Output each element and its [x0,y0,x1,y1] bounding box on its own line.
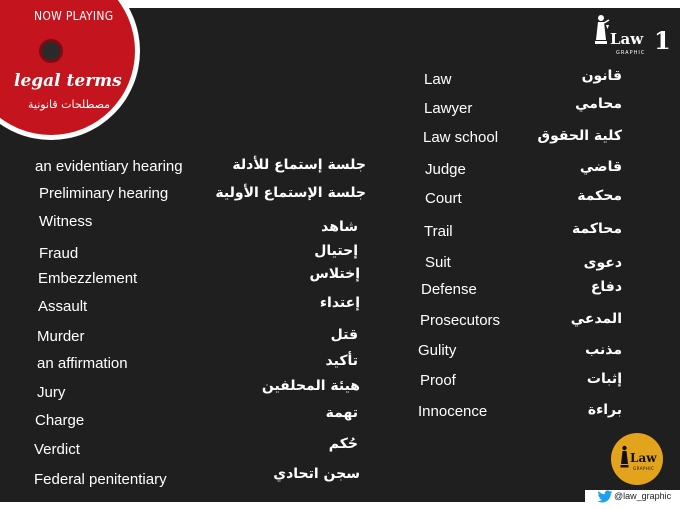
term-ar: محامي [575,96,622,112]
term-ar: مذنب [585,342,622,358]
now-playing-label: NOW PLAYING [34,9,114,23]
term-en: Court [425,190,462,207]
term-ar: قانون [581,68,622,84]
page-title-arabic: مصطلحات قانونية [28,98,111,111]
term-ar: سجن اتحادي [273,466,360,482]
term-ar: حُكم [328,436,358,452]
term-ar: إختلاس [309,266,360,282]
term-ar: إحتيال [314,243,358,259]
term-en: an affirmation [37,355,128,372]
term-en: Charge [35,412,85,429]
term-en: Law [424,71,452,88]
twitter-icon [597,490,613,504]
page-title: legal terms [14,71,122,91]
page-number: 1 [654,26,671,55]
logo-sub: GRAPHIC [616,50,646,56]
term-en: an evidentiary hearing [35,158,183,175]
term-en: Judge [425,161,466,178]
term-en: Gulity [418,342,457,359]
badge-name: Law [630,451,657,465]
term-en: Law school [423,129,499,146]
term-ar: براءة [587,402,622,418]
term-en: Lawyer [424,100,473,117]
term-ar: جلسة إستماع للأدلة [232,157,366,173]
term-en: Jury [37,384,66,401]
justice-statue-icon [594,14,610,46]
term-en: Suit [425,254,451,271]
term-ar: كلية الحقوق [537,128,622,144]
term-ar: دفاع [590,279,622,295]
term-ar: المدعي [570,311,622,327]
term-ar: تهمة [325,405,358,421]
term-ar: هيئة المحلفين [261,378,360,394]
term-ar: جلسة الإستماع الأولية [215,185,366,201]
term-ar: شاهد [321,219,358,235]
term-ar: إثبات [586,371,622,387]
brand-badge [611,433,663,485]
term-en: Prosecutors [420,312,501,329]
term-ar: دعوى [583,255,622,271]
term-ar: إعتداء [319,295,360,311]
term-en: Trail [424,223,453,240]
term-en: Witness [39,213,93,230]
badge-sub: GRAPHIC [633,466,655,471]
term-ar: قتل [330,327,358,343]
term-en: Preliminary hearing [39,185,169,202]
term-en: Fraud [39,245,79,262]
term-ar: قاضي [579,159,622,175]
term-en: Federal penitentiary [34,471,167,488]
brand-logo [594,14,676,58]
justice-statue-icon [620,445,630,469]
term-en: Defense [421,281,477,298]
social-handle-text: @law_graphic [614,491,672,501]
term-en: Embezzlement [38,270,138,287]
term-en: Innocence [418,403,488,420]
term-en: Proof [420,372,456,389]
logo-name: Law [610,30,644,48]
term-ar: محكمة [577,188,622,204]
term-en: Assault [38,298,88,315]
term-ar: محاكمة [571,221,622,237]
term-en: Murder [37,328,85,345]
term-ar: تأكيد [325,353,358,369]
term-en: Verdict [34,441,80,458]
record-hole [39,39,63,63]
